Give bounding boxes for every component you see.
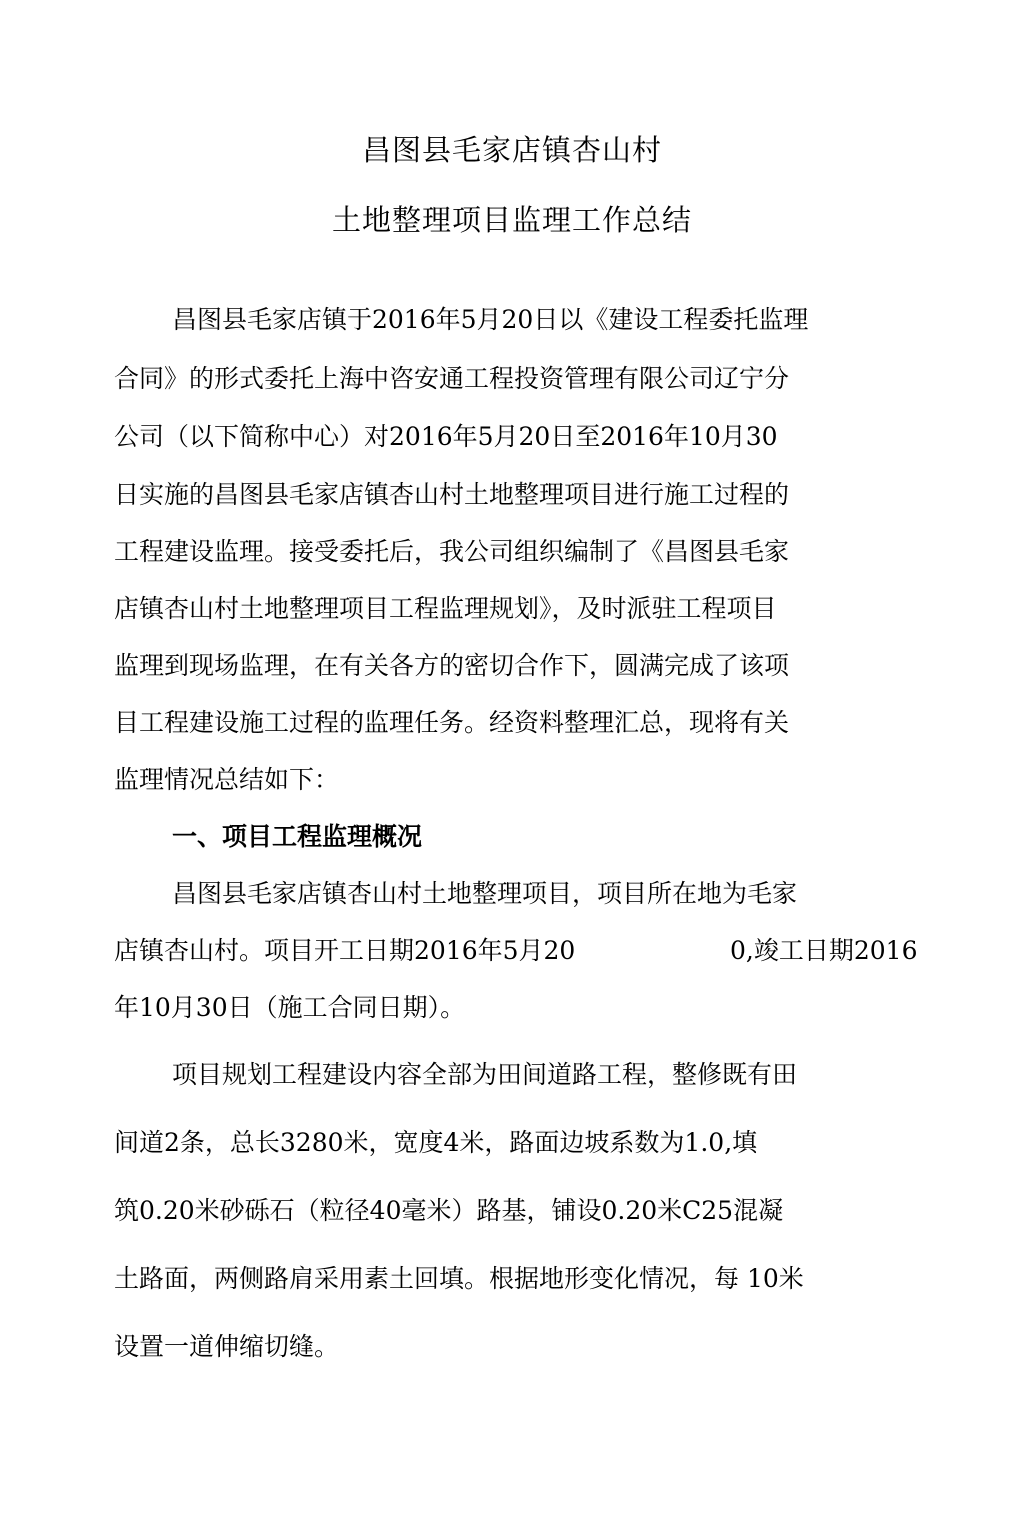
paragraph-3-line-3: 筑0.20米砂砾石（粒径40毫米）路基，铺设0.20米C25混凝 [114, 1196, 784, 1225]
paragraph-1-line-4: 日实施的昌图县毛家店镇杏山村土地整理项目进行施工过程的 [114, 480, 790, 509]
paragraph-1-line-3: 公司（以下简称中心）对2016年5月20日至2016年10月30 [114, 422, 778, 451]
paragraph-1-line-5: 工程建设监理。接受委托后，我公司组织编制了《昌图县毛家 [114, 537, 790, 566]
document-title-line-2: 土地整理项目监理工作总结 [331, 203, 692, 237]
paragraph-1-line-9: 监理情况总结如下： [114, 765, 340, 794]
paragraph-2-line-3: 年10月30日（施工合同日期）。 [114, 993, 466, 1022]
paragraph-3-line-1: 项目规划工程建设内容全部为田间道路工程，整修既有田 [172, 1060, 798, 1089]
section-heading: 一、项目工程监理概况 [172, 822, 423, 851]
paragraph-2-line-2-left: 店镇杏山村。项目开工日期2016年5月20 [114, 936, 576, 965]
paragraph-1-line-2: 合同》的形式委托上海中咨安通工程投资管理有限公司辽宁分 [114, 364, 790, 393]
paragraph-2-line-2-right: 0,竣工日期2016 [730, 936, 918, 965]
paragraph-3-line-5: 设置一道伸缩切缝。 [114, 1332, 340, 1361]
document-title-line-1: 昌图县毛家店镇杏山村 [361, 133, 662, 167]
paragraph-1-line-6: 店镇杏山村土地整理项目工程监理规划》，及时派驻工程项目 [114, 594, 777, 623]
paragraph-3-line-4: 土路面，两侧路肩采用素土回填。根据地形变化情况，每 10米 [114, 1264, 804, 1293]
paragraph-1-line-7: 监理到现场监理，在有关各方的密切合作下，圆满完成了该项 [114, 651, 790, 680]
paragraph-1-line-1: 昌图县毛家店镇于2016年5月20日以《建设工程委托监理 [172, 305, 809, 334]
paragraph-1-line-8: 目工程建设施工过程的监理任务。经资料整理汇总，现将有关 [114, 708, 790, 737]
paragraph-3-line-2: 间道2条，总长3280米，宽度4米，路面边坡系数为1.0,填 [114, 1128, 758, 1157]
paragraph-2-line-1: 昌图县毛家店镇杏山村土地整理项目，项目所在地为毛家 [172, 879, 798, 908]
